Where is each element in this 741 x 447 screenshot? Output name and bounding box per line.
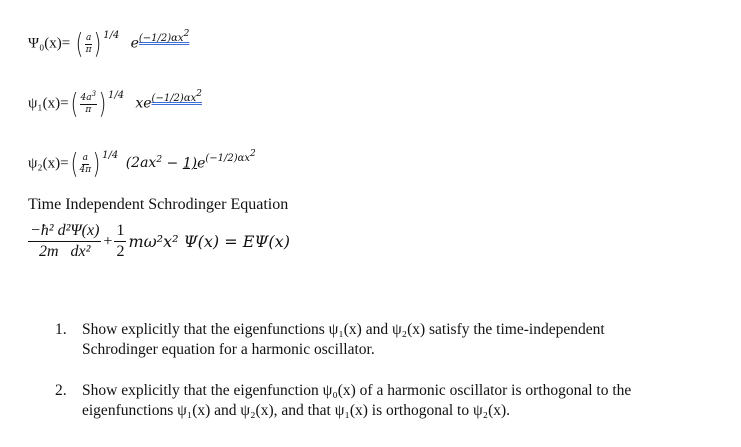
psi1-tail-base: xe xyxy=(135,95,152,112)
tise-frac1-den: 2m dx² xyxy=(38,243,91,260)
tise-fraction-2 xyxy=(114,222,126,261)
equation-psi2 xyxy=(28,147,256,180)
psi0-frac-num: a xyxy=(85,32,92,43)
psi2-tail-pre-text: (2ax xyxy=(125,155,157,172)
psi1-frac-num xyxy=(80,89,98,105)
equation-psi1 xyxy=(28,87,202,120)
psi2-tail-pre-sq: 2 xyxy=(156,155,163,166)
paren-open: ( xyxy=(70,87,78,120)
psi0-lhs: Ψ₀(x)= xyxy=(28,35,71,52)
psi1-tail-exp-text: (−1/2)αx xyxy=(151,93,197,105)
question-1-body xyxy=(82,320,725,360)
psi1-frac-den: π xyxy=(85,104,92,115)
psi2-frac-num: a xyxy=(82,152,89,163)
psi1-frac-num-sup: 3 xyxy=(91,89,97,98)
heading-tise: Time Independent Schrodinger Equation xyxy=(28,196,289,213)
equation-psi0 xyxy=(28,27,190,60)
psi1-tail-exp-sq: 2 xyxy=(196,89,202,100)
psi2-tail-mid: − xyxy=(162,155,183,172)
paren-open: ( xyxy=(70,147,78,180)
question-2-line-1: Show explicitly that the eigenfunction ψ₀(x) of a harmonic oscillator is orthogonal to the xyxy=(82,382,632,399)
tise-rest: mω²x² Ψ(x) = EΨ(x) xyxy=(128,232,290,251)
psi1-fraction xyxy=(80,89,98,115)
psi2-tail-base: e xyxy=(197,155,206,172)
psi0-frac-den: π xyxy=(85,44,92,55)
question-2-label: 2. xyxy=(55,382,67,399)
tise-fraction-1 xyxy=(28,222,101,261)
tise-plus: + xyxy=(103,232,113,250)
question-2 xyxy=(55,381,725,421)
psi0-tail-exp xyxy=(138,29,190,45)
question-2-body xyxy=(82,381,725,421)
question-1-line-2: Schrodinger equation for a harmonic oscillator. xyxy=(82,341,375,358)
tise-frac2-num: 1 xyxy=(114,222,126,242)
paren-close: ) xyxy=(98,87,107,120)
paren-close: ) xyxy=(93,27,102,60)
psi0-fraction xyxy=(85,34,92,55)
psi0-tail-exp-sq: 2 xyxy=(183,29,190,40)
paren-close: ) xyxy=(92,147,101,180)
psi2-tail-pre xyxy=(126,155,162,171)
psi0-tail-base: e xyxy=(130,35,139,52)
tise-frac1-num: −ħ² d²Ψ(x) xyxy=(28,222,101,242)
psi1-tail-exp xyxy=(151,89,202,105)
question-2-line-2: eigenfunctions ψ₁(x) and ψ₂(x), and that ψ₁(x) is orthogonal to ψ₂(x). xyxy=(82,402,511,419)
psi2-lhs: ψ₂(x)= xyxy=(28,155,69,172)
psi2-fraction xyxy=(80,154,92,175)
psi2-tail-exp xyxy=(205,149,256,165)
psi1-exp-outer: 1/4 xyxy=(108,90,125,102)
question-1-line-1: Show explicitly that the eigenfunctions ψ₁(x) and ψ₂(x) satisfy the time-independent xyxy=(82,321,605,338)
tise-frac2-den: 2 xyxy=(116,243,125,260)
psi2-tail-exp-sq: 2 xyxy=(250,149,256,160)
question-1 xyxy=(55,320,725,360)
paren-open: ( xyxy=(75,27,84,60)
psi1-lhs: ψ₁(x)= xyxy=(28,95,69,112)
psi2-frac-den: 4π xyxy=(79,164,92,175)
psi0-exp-outer: 1/4 xyxy=(103,30,120,42)
psi2-tail-exp-text: (−1/2)αx xyxy=(205,153,251,165)
psi2-tail-one: 1) xyxy=(182,155,198,172)
psi2-exp-outer: 1/4 xyxy=(102,150,119,162)
psi0-tail-exp-text: (−1/2)αx xyxy=(138,33,184,45)
tise-equation xyxy=(28,222,290,261)
question-1-label: 1. xyxy=(55,321,67,338)
psi1-frac-num-text: 4a xyxy=(80,92,92,103)
